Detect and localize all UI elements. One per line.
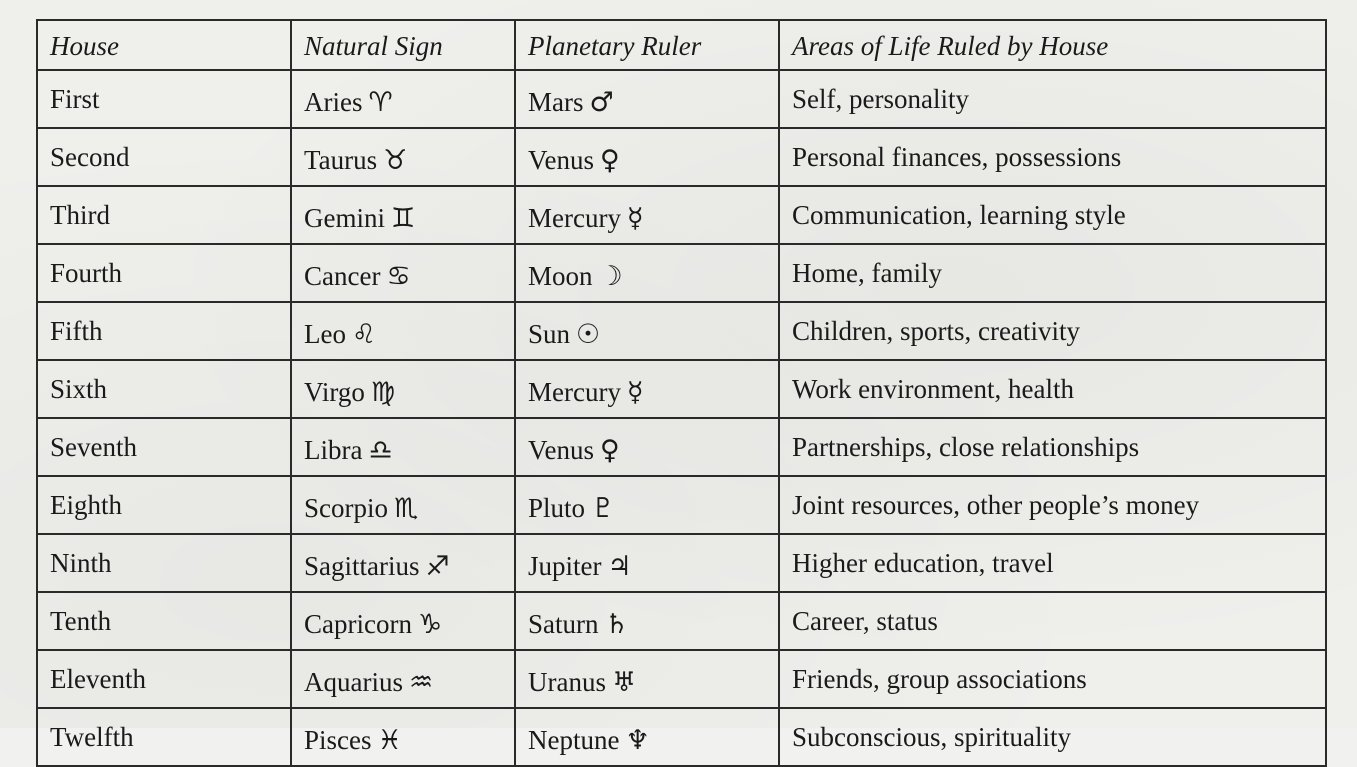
zodiac-sign-icon: ♒ <box>408 666 434 698</box>
zodiac-sign-icon: ♑ <box>417 608 443 640</box>
sign-name: Pisces <box>304 724 372 755</box>
planet-symbol-icon: ☿ <box>626 376 644 408</box>
sign-name: Virgo <box>304 376 365 407</box>
planetary-ruler-cell <box>515 592 779 650</box>
planetary-ruler-cell <box>515 302 779 360</box>
area-of-life-cell: Subconscious, spirituality <box>779 708 1326 766</box>
sign-name: Taurus <box>304 144 378 175</box>
table-row <box>37 360 1326 418</box>
planet-symbol-icon: ♆ <box>625 724 650 756</box>
ruler-name: Jupiter <box>528 550 602 581</box>
house-cell: Sixth <box>37 360 291 418</box>
zodiac-sign-icon: ♎ <box>368 434 393 466</box>
house-cell: Eleventh <box>37 650 291 708</box>
table-row <box>37 302 1326 360</box>
ruler-name: Pluto <box>528 492 586 523</box>
sign-name: Aries <box>304 86 363 117</box>
house-cell: Second <box>37 128 291 186</box>
house-cell: Twelfth <box>37 708 291 766</box>
planetary-ruler-cell <box>515 128 779 186</box>
natural-sign-cell <box>291 592 515 650</box>
natural-sign-cell <box>291 186 515 244</box>
table-body <box>37 70 1326 766</box>
ruler-name: Neptune <box>528 724 620 755</box>
table-row <box>37 70 1326 128</box>
house-cell: Eighth <box>37 476 291 534</box>
house-cell: Seventh <box>37 418 291 476</box>
planetary-ruler-cell <box>515 70 779 128</box>
table-row <box>37 650 1326 708</box>
area-of-life-cell: Friends, group associations <box>779 650 1326 708</box>
sign-name: Scorpio <box>304 492 388 523</box>
natural-sign-cell <box>291 708 515 766</box>
table-row <box>37 128 1326 186</box>
sign-name: Sagittarius <box>304 550 420 581</box>
natural-sign-cell <box>291 128 515 186</box>
sign-name: Capricorn <box>304 608 412 639</box>
natural-sign-cell <box>291 302 515 360</box>
planet-symbol-icon: ☽ <box>598 260 623 292</box>
header-natural-sign: Natural Sign <box>291 20 515 70</box>
house-cell: Fifth <box>37 302 291 360</box>
area-of-life-cell: Children, sports, creativity <box>779 302 1326 360</box>
ruler-name: Mars <box>528 86 584 117</box>
planet-symbol-icon: ♀ <box>600 434 620 466</box>
house-cell: Third <box>37 186 291 244</box>
zodiac-sign-icon: ♈ <box>368 86 393 118</box>
planetary-ruler-cell <box>515 418 779 476</box>
table-row <box>37 708 1326 766</box>
planet-symbol-icon: ♂ <box>589 86 614 118</box>
natural-sign-cell <box>291 70 515 128</box>
natural-sign-cell <box>291 476 515 534</box>
area-of-life-cell: Personal finances, possessions <box>779 128 1326 186</box>
ruler-name: Moon <box>528 260 593 291</box>
ruler-name: Venus <box>528 434 594 465</box>
ruler-name: Saturn <box>528 608 599 639</box>
sign-name: Gemini <box>304 202 385 233</box>
zodiac-sign-icon: ♍ <box>370 376 396 408</box>
natural-sign-cell <box>291 360 515 418</box>
planet-symbol-icon: ♃ <box>607 550 632 582</box>
planetary-ruler-cell <box>515 244 779 302</box>
houses-table <box>36 19 1327 767</box>
natural-sign-cell <box>291 244 515 302</box>
table-row <box>37 186 1326 244</box>
zodiac-sign-icon: ♊ <box>391 202 416 234</box>
header-house: House <box>37 20 291 70</box>
header-areas-of-life: Areas of Life Ruled by House <box>779 20 1326 70</box>
zodiac-sign-icon: ♋ <box>386 260 411 292</box>
house-cell: First <box>37 70 291 128</box>
planet-symbol-icon: ♅ <box>611 666 637 698</box>
table-row <box>37 534 1326 592</box>
sign-name: Libra <box>304 434 363 465</box>
planet-symbol-icon: ♇ <box>591 492 616 524</box>
sign-name: Cancer <box>304 260 381 291</box>
table-row <box>37 476 1326 534</box>
area-of-life-cell: Work environment, health <box>779 360 1326 418</box>
area-of-life-cell: Partnerships, close relationships <box>779 418 1326 476</box>
ruler-name: Uranus <box>528 666 606 697</box>
zodiac-sign-icon: ♓ <box>377 724 402 756</box>
zodiac-sign-icon: ♏ <box>394 492 419 524</box>
zodiac-sign-icon: ♌ <box>351 318 377 350</box>
area-of-life-cell: Joint resources, other people’s money <box>779 476 1326 534</box>
planetary-ruler-cell <box>515 534 779 592</box>
area-of-life-cell: Higher education, travel <box>779 534 1326 592</box>
table-row <box>37 418 1326 476</box>
planetary-ruler-cell <box>515 476 779 534</box>
house-cell: Fourth <box>37 244 291 302</box>
table-row <box>37 592 1326 650</box>
natural-sign-cell <box>291 418 515 476</box>
ruler-name: Venus <box>528 144 594 175</box>
area-of-life-cell: Home, family <box>779 244 1326 302</box>
planetary-ruler-cell <box>515 186 779 244</box>
ruler-name: Sun <box>528 318 571 349</box>
planetary-ruler-cell <box>515 650 779 708</box>
area-of-life-cell: Self, personality <box>779 70 1326 128</box>
ruler-name: Mercury <box>528 202 621 233</box>
planetary-ruler-cell <box>515 708 779 766</box>
header-planetary-ruler: Planetary Ruler <box>515 20 779 70</box>
area-of-life-cell: Career, status <box>779 592 1326 650</box>
natural-sign-cell <box>291 534 515 592</box>
natural-sign-cell <box>291 650 515 708</box>
zodiac-sign-icon: ♉ <box>383 144 408 176</box>
table-row <box>37 244 1326 302</box>
planet-symbol-icon: ☿ <box>626 202 644 234</box>
area-of-life-cell: Communication, learning style <box>779 186 1326 244</box>
ruler-name: Mercury <box>528 376 621 407</box>
house-cell: Ninth <box>37 534 291 592</box>
sign-name: Aquarius <box>304 666 403 697</box>
sign-name: Leo <box>304 318 346 349</box>
header-row <box>37 20 1326 70</box>
planet-symbol-icon: ♀ <box>600 144 620 176</box>
zodiac-sign-icon: ♐ <box>425 550 450 582</box>
house-cell: Tenth <box>37 592 291 650</box>
planet-symbol-icon: ☉ <box>576 318 601 350</box>
planet-symbol-icon: ♄ <box>604 608 629 640</box>
planetary-ruler-cell <box>515 360 779 418</box>
